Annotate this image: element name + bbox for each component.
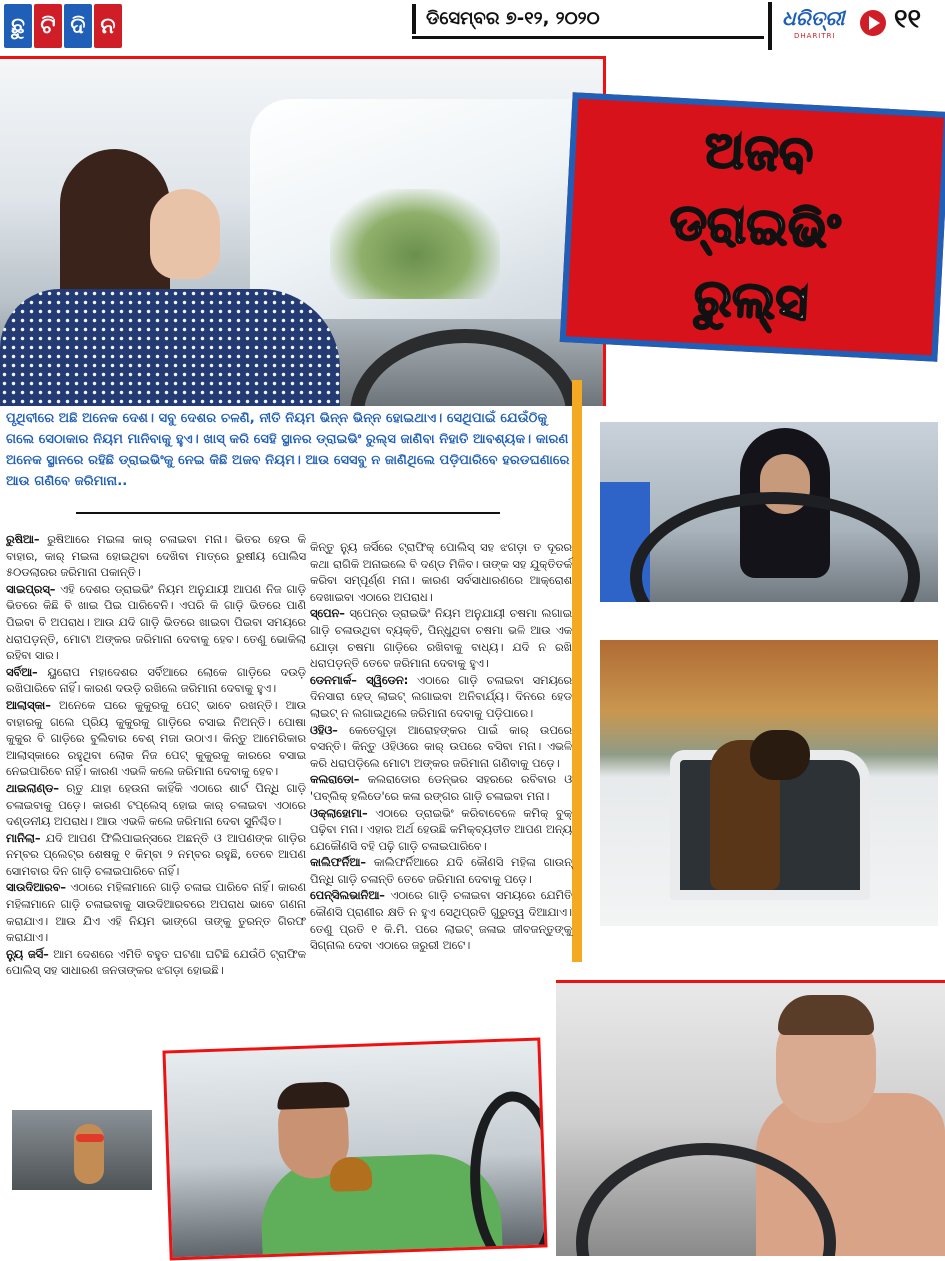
sunglasses-icon — [76, 1134, 104, 1142]
intro-paragraph: ପୃଥିବୀରେ ଅଛି ଅନେକ ଦେଶ। ସବୁ ଦେଶର ଚଳଣି, ନୀତି ନିୟମ ଭିନ୍ନ ଭିନ୍ନ ହୋଇଥାଏ। ସେଥିପାଇଁ ଯେଉଁଠିକୁ ଗଲେ ସେଠାକାର ନିୟମ ମାନିବାକୁ ହୁଏ। ଖାସ୍ କରି ସେହି ସ୍ଥାନର ଡ୍ରାଇଭିଂ ରୁଲ୍ସ ଜାଣିବା ନିହାତି ଆବଶ୍ୟକ। କାରଣ ଅନେକ ସ୍ଥାନରେ ରହିଛି ଡ୍ରାଇଭିଂକୁ ନେଇ କିଛି ଅଜବ ନିୟମ। ଆଉ ସେସବୁ ନ ଜାଣିଥିଲେ ପଡ଼ିପାରିବେ ହରଡଘଣାରେ ଆଉ ଗଣିବେ ଜରିମାନା.. — [6, 411, 570, 489]
rule-place: ରୁଷିଆ– — [6, 533, 40, 546]
rule-place: ଓହିଓ– — [310, 723, 338, 737]
rule-text: ରୁଷିଆରେ ମଇଳା କାର୍ ଚଳାଇବା ମନା। ଭିତର ହେଉ କି ବାହାର, କାର୍ ମଇଳା ହୋଇଥିବା ଦେଖିବା ମାତ୍ରେ ରୁଷୀୟ ପୋଲିସ ୫୦ଡଲାରର ଜରିମାନା ପକାନ୍ତି। — [6, 533, 306, 580]
rule-place: କାଲିଫର୍ନିଆ– — [310, 856, 366, 870]
article-column-left — [6, 532, 306, 980]
brand-logo: ଧରିତ୍ରୀ — [782, 6, 845, 30]
page-number: ୧୧ — [894, 4, 922, 34]
section-tile: ନ — [94, 4, 122, 48]
rule-text: ଏହି ଦେଶର ଡ୍ରାଇଭିଂ ନିୟମ ଅନୁଯାୟୀ ଆପଣ ନିଜ ଗାଡ଼ି ଭିତରେ କିଛି ବି ଖାଇ ପିଇ ପାରିବେନି। ଏପରି କି ଗାଡ଼ି ଭିତରେ ପାଣି ପିଇବା ବି ଅପରାଧ। ଆଉ ଯଦି ଗାଡ଼ି ଭିତରେ ଖାଇବା ପିଇବା ସମୟରେ ଧରାପଡ଼ନ୍ତି, ମୋଟା ଅଙ୍କର ଜରିମାନା ଦେବାକୁ ହେବ। ତେଣୁ ଭୋକିଲା ରହିବା ସାର। — [6, 582, 306, 663]
photo-dog-in-car — [600, 640, 938, 926]
rule-entry — [310, 540, 572, 606]
rule-entry — [6, 947, 306, 980]
rule-text: କଲରାଡୋର ଡେନ୍‌ଭର ସହରରେ ରବିବାର ଓ 'ପବ୍ଲିକ୍ ହଲିଡେ'ରେ କଳା ରଙ୍ଗର ଗାଡ଼ି ଚଳାଇବା ମନା। — [310, 773, 572, 803]
section-tile: ଦି — [64, 4, 92, 48]
header-divider — [412, 36, 764, 39]
rule-place: ମାନିଲା– — [6, 831, 41, 845]
rule-entry — [310, 806, 572, 856]
rule-place: ଡେନମାର୍କ– ସ୍ୱିଡେନ: — [310, 673, 409, 687]
rule-text: ଅନେକେ ଘରେ କୁକୁରକୁ ପେଟ୍ ଭାବେ ରଖନ୍ତି। ଆଉ ବାହାରକୁ ଗଲେ ପ୍ରିୟ କୁକୁରକୁ ଗାଡ଼ିରେ ବସାଇ ନିଅନ୍ତି। ପୋଷା କୁକୁର ବି ଗାଡ଼ିରେ ବୁଲିବାର ବେଶ୍ ମଜା ଉଠାଏ। କିନ୍ତୁ ଆମେରିକାର ଆଲାସ୍କାରେ ରହୁଥିବା ଲୋକ ନିଜ ପେଟ୍ କୁକୁରକୁ କାରରେ ବସାଇ ନେଇପାରିବେ ନାହିଁ। କାରଣ ଏଭଳି କଲେ ଜରିମାନା ଦେବାକୁ ହେବ। — [6, 698, 306, 779]
steering-wheel-icon — [350, 329, 580, 406]
rule-entry — [6, 665, 306, 698]
headline-card — [560, 92, 945, 361]
rule-text: ଋତୁ ଯାହା ହେଉନା କାହିଁକି ଏଠାରେ ଶାର୍ଟ ପିନ୍ଧି ଗାଡ଼ି ଚଳାଇବାକୁ ପଡ଼େ। କାରଣ ଟପ୍‌ଲେସ୍ ହୋଇ କାର୍ ଚଳାଇବା ଏଠାରେ ଦଣ୍ଡନୀୟ ଅପରାଧ। ଆଉ ଏଭଳି କଲେ ଜରିମାନା ଦେବା ସୁନିଶ୍ଚିତ। — [6, 781, 306, 829]
headline-line-1: ଅଜବ — [703, 120, 815, 184]
issue-date: ଡିସେମ୍ବର ୭-୧୨, ୨୦୨୦ — [412, 4, 600, 34]
rule-entry — [6, 532, 306, 582]
rule-text: ଯଦି ଆପଣ ଫିଲିପାଇନ୍ସରେ ଅଛନ୍ତି ଓ ଆପଣଙ୍କ ଗାଡ଼ିର ନମ୍ବର ପ୍ଲେଟ୍‌ର ଶେଷକୁ ୧ କିମ୍ବା ୨ ନମ୍ବର ରହୁଛି, ତେବେ ଆପଣ ସୋମବାର ଦିନ ଗାଡ଼ି ଚଳାଇପାରିବେ ନାହିଁ। — [6, 831, 306, 878]
brand-tagline: DHARITRI — [794, 32, 836, 40]
headline-line-3: ରୁଲ୍ସ — [692, 267, 810, 332]
driver-hair — [277, 1081, 350, 1109]
rule-entry — [310, 888, 572, 954]
play-icon — [860, 10, 886, 36]
trees — [330, 189, 500, 299]
intro-divider — [76, 512, 500, 514]
rule-entry — [6, 698, 306, 781]
rule-entry — [6, 781, 306, 831]
rule-entry — [6, 880, 306, 946]
rule-entry — [310, 673, 572, 723]
rule-entry — [310, 606, 572, 672]
article-column-right — [310, 540, 572, 955]
dog-head — [750, 730, 810, 780]
rule-text: ଏଠାରେ ଡ୍ରାଇଭିଂ କରିବାବେଳେ କମିକ୍ ବୁକ୍ ପଢ଼ିବା ମନା। ଏହାର ଅର୍ଥ ହେଉଛି କମିକ୍‌ବ୍ୟତୀତ ଆପଣ ଅନ୍ୟ ଯେକୌଣସି ବହି ପଢ଼ି ଗାଡ଼ି ଚଳାଇପାରିବେ। — [310, 806, 572, 853]
rule-text: ଏଠାରେ ମହିଳାମାନେ ଗାଡ଼ି ଚଳାଇ ପାରିବେ ନାହିଁ। କାରଣ ମହିଳାମାନେ ଗାଡ଼ି ଚଳାଇବାକୁ ସାଉଦିଆରବରେ ଅପରାଧ ଭାବେ ଗଣନା କରାଯାଏ। ଆଉ ଯିଏ ଏହି ନିୟମ ଭାଙ୍ଗେ ତାଙ୍କୁ ତୁରନ୍ତ ଗିରଫ କରାଯାଏ। — [6, 881, 306, 945]
photo-man-eating-burger-driving — [162, 1037, 547, 1260]
rule-place: ସ୍ପେନ– — [310, 607, 345, 621]
rule-place: ଥାଇଲାଣ୍ଡ– — [6, 781, 60, 795]
rule-text: ଏଠାରେ ଗାଡ଼ି ଚଳାଇବା ସମୟରେ ଯେମିତି କୌଣସି ପ୍ରାଣୀର କ୍ଷତି ନ ହୁଏ ସେଥିପ୍ରତି ଗୁରୁତ୍ୱ ଦିଆଯାଏ। ତେଣୁ ପ୍ରତି ୧ କି.ମି. ପରେ ଲାଇଟ୍ ଜଳାଇ ଜୀବଜନ୍ତୁଙ୍କୁ ସିଗ୍‌ନାଲ ଦେବା ଏଠାରେ ଜରୁରୀ ଅଟେ। — [310, 889, 572, 953]
section-name-tiles — [4, 4, 122, 48]
photo-dog-with-sunglasses — [12, 1110, 152, 1190]
rule-place: ଓକ୍ଲାହୋମା– — [310, 806, 368, 820]
woman-face — [150, 189, 220, 279]
rule-text: ସ୍ପେନ୍‌ର ଡ୍ରାଇଭିଂ ନିୟମ ଅନୁଯାୟୀ ଚଷମା ଲଗାଇ ଗାଡ଼ି ଚଳାଉଥିବା ବ୍ୟକ୍ତି, ପିନ୍ଧୁଥିବା ଚଷମା ଭଳି ଆଉ ଏକ ଯୋଡ଼ା ଚଷମା ଗାଡ଼ିରେ ରଖିବାକୁ ବାଧ୍ୟ। ଯଦି ନ ରଖି ଧରାପଡ଼ନ୍ତି ତେବେ ଜରିମାନା ଦେବାକୁ ହୁଏ। — [310, 607, 572, 671]
steering-wheel-icon — [630, 492, 920, 602]
section-tile: ଟି — [34, 4, 62, 48]
rule-place: ନ୍ୟୁ ଜର୍ସି– — [6, 947, 49, 961]
photo-hijab-woman-driving — [600, 422, 938, 602]
rule-text: କାଲିଫର୍ନିଆରେ ଯଦି କୌଣସି ମହିଳା ଗାଉନ୍ ପିନ୍ଧି ଗାଡ଼ି ଚଳାନ୍ତି ତେବେ ଜରିମାନା ଦେବାକୁ ପଡ଼େ। — [310, 856, 572, 886]
brand-block — [768, 2, 944, 50]
rule-place: ଆଲାସ୍କା– — [6, 698, 51, 712]
hero-photo-woman-driving — [0, 56, 606, 406]
rule-entry — [6, 582, 306, 665]
rule-text: କିନ୍ତୁ ନ୍ୟୁ ଜର୍ସିରେ ଟ୍ରାଫିକ୍ ପୋଲିସ୍ ସହ ଝଗଡ଼ା ତ ଦୂରର କଥା ରାଗିକି ଅନାଇଲେ ବି ଦଣ୍ଡ ମିଳିବ। ତାଙ୍କ ସହ ଯୁକ୍ତିତର୍କ କରିବା ସମ୍ପୂର୍ଣ୍ଣ ମନା। କାରଣ ସର୍ବସାଧାରଣରେ ଆକ୍ରୋଶ ଦେଖାଇବା ଏଠାରେ ଅପରାଧ। — [310, 541, 572, 604]
driver-hair — [778, 995, 874, 1035]
rule-entry — [310, 723, 572, 773]
pup — [74, 1124, 104, 1184]
rule-entry — [310, 855, 572, 888]
rule-place: କଲରାଡୋ– — [310, 773, 360, 787]
rule-entry — [6, 831, 306, 881]
rule-place: ସର୍ବିଆ– — [6, 665, 38, 679]
rule-text: ଆମ ଦେଶରେ ଏମିତି ବହୁତ ଘଟଣା ଘଟିଛି ଯେଉଁଠି ଟ୍ରାଫିକ ପୋଲିସ୍ ସହ ସାଧାରଣ ଜନତାଙ୍କର ଝଗଡ଼ା ହୋଇଛି। — [6, 947, 306, 978]
rule-place: ପେନ୍‌ସିଲଭାନିଆ– — [310, 889, 385, 903]
rule-place: ସାଇପ୍ରସ୍– — [6, 582, 56, 596]
section-tile: ଛୁ — [4, 4, 32, 48]
rule-entry — [310, 772, 572, 805]
rule-text: ଏଠାରେ ଗାଡ଼ି ଚଳାଇବା ସମୟରେ ଦିନସାରା ହେଡ୍ ଲାଇଟ୍ ଲଗାଇବା ଅନିବାର୍ଯ୍ୟ। ଦିନରେ ହେଡ ଲାଇଟ୍ ନ ଲଗାଇଥିଲେ ଜରିମାନା ଦେବାକୁ ପଡ଼ିପାରେ। — [310, 673, 572, 720]
woman-body — [0, 289, 340, 406]
photo-shirtless-driver — [556, 980, 945, 1256]
page-header — [0, 0, 945, 56]
rule-text: ୟୁରୋପ ମହାଦେଶର ସର୍ବିଆରେ ଲୋକେ ଗାଡ଼ିରେ ଦଉଡ଼ି ରଖିପାରିବେ ନାହିଁ। କାରଣ ଦଉଡ଼ି ରଖିଲେ ଜରିମାନା ଦେବାକୁ ହୁଏ। — [6, 665, 306, 696]
headline-line-2: ଡ୍ରାଇଭିଂ — [668, 192, 842, 260]
rule-place: ସାଉଦିଆରବ– — [6, 881, 66, 895]
rule-text: କେତେଗୁଡ଼ା ଆରୋହଙ୍କର ପାଇଁ କାର୍ ଉପରେ ବସନ୍ତି। କିନ୍ତୁ ଓହିଓରେ କାର୍ ଉପରେ ବସିବା ମନା। ଏଭଳି କରି ଧରାପଡ଼ିଲେ ମୋଟା ଅଙ୍କର ଜରିମାନା ଗଣିବାକୁ ପଡ଼େ। — [310, 723, 572, 770]
